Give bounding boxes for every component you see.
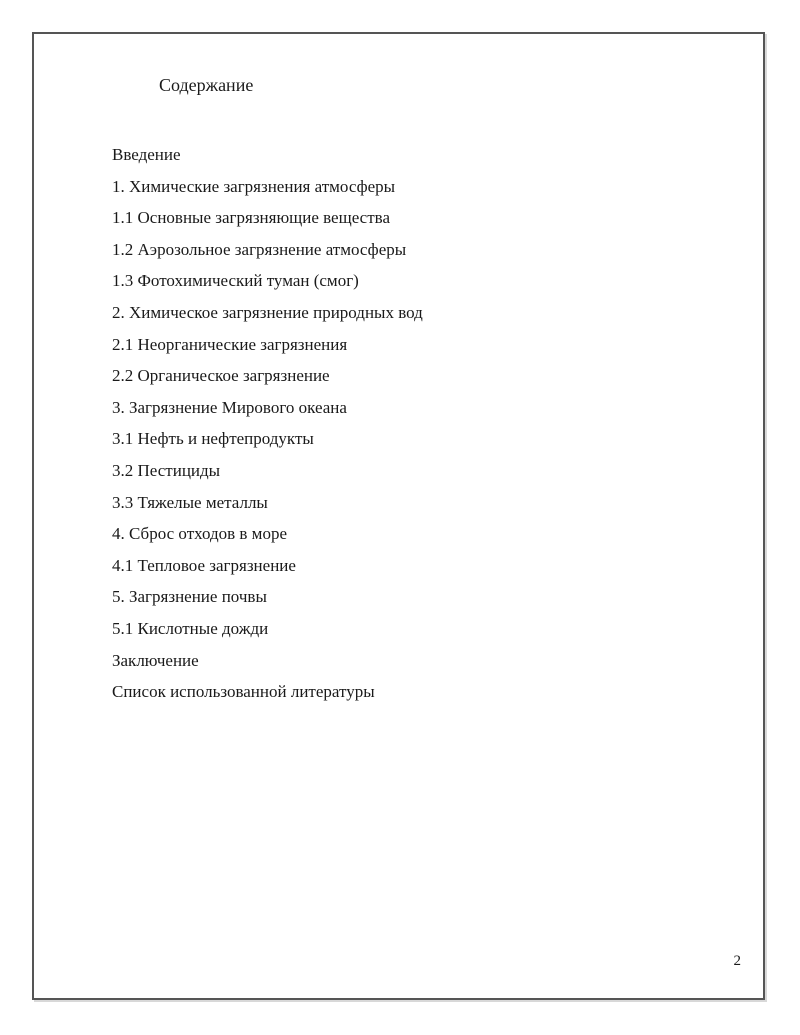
page-number: 2 bbox=[733, 953, 741, 969]
toc-item: 5. Загрязнение почвы bbox=[112, 587, 267, 607]
toc-item: Введение bbox=[112, 145, 181, 164]
toc-item: 1.2 Аэрозольное загрязнение атмосферы bbox=[112, 239, 407, 259]
toc-item: 1.3 Фотохимический туман (смог) bbox=[112, 271, 359, 291]
toc-item: 4. Сброс отходов в море bbox=[112, 524, 287, 544]
toc-item: 3.1 Нефть и нефтепродукты bbox=[112, 429, 314, 449]
toc-item: Заключение bbox=[112, 650, 199, 670]
toc-item: Список использованной литературы bbox=[112, 682, 375, 702]
toc-item: 3.3 Тяжелые металлы bbox=[112, 492, 268, 512]
toc-item: 2. Химическое загрязнение природных вод bbox=[112, 302, 423, 322]
toc-item: 5.1 Кислотные дожди bbox=[112, 618, 269, 638]
toc-item: 3. Загрязнение Мирового океана bbox=[112, 397, 347, 417]
toc-item: 4.1 Тепловое загрязнение bbox=[112, 555, 296, 575]
page-title: Содержание bbox=[159, 75, 254, 95]
toc-item: 1. Химические загрязнения атмосферы bbox=[112, 176, 396, 196]
toc-item: 3.2 Пестициды bbox=[112, 460, 221, 480]
table-of-contents bbox=[112, 139, 423, 708]
toc-item: 1.1 Основные загрязняющие вещества bbox=[112, 208, 390, 228]
document-page bbox=[32, 32, 765, 1000]
toc-item: 2.2 Органическое загрязнение bbox=[112, 366, 330, 386]
toc-item: 2.1 Неорганические загрязнения bbox=[112, 334, 348, 354]
